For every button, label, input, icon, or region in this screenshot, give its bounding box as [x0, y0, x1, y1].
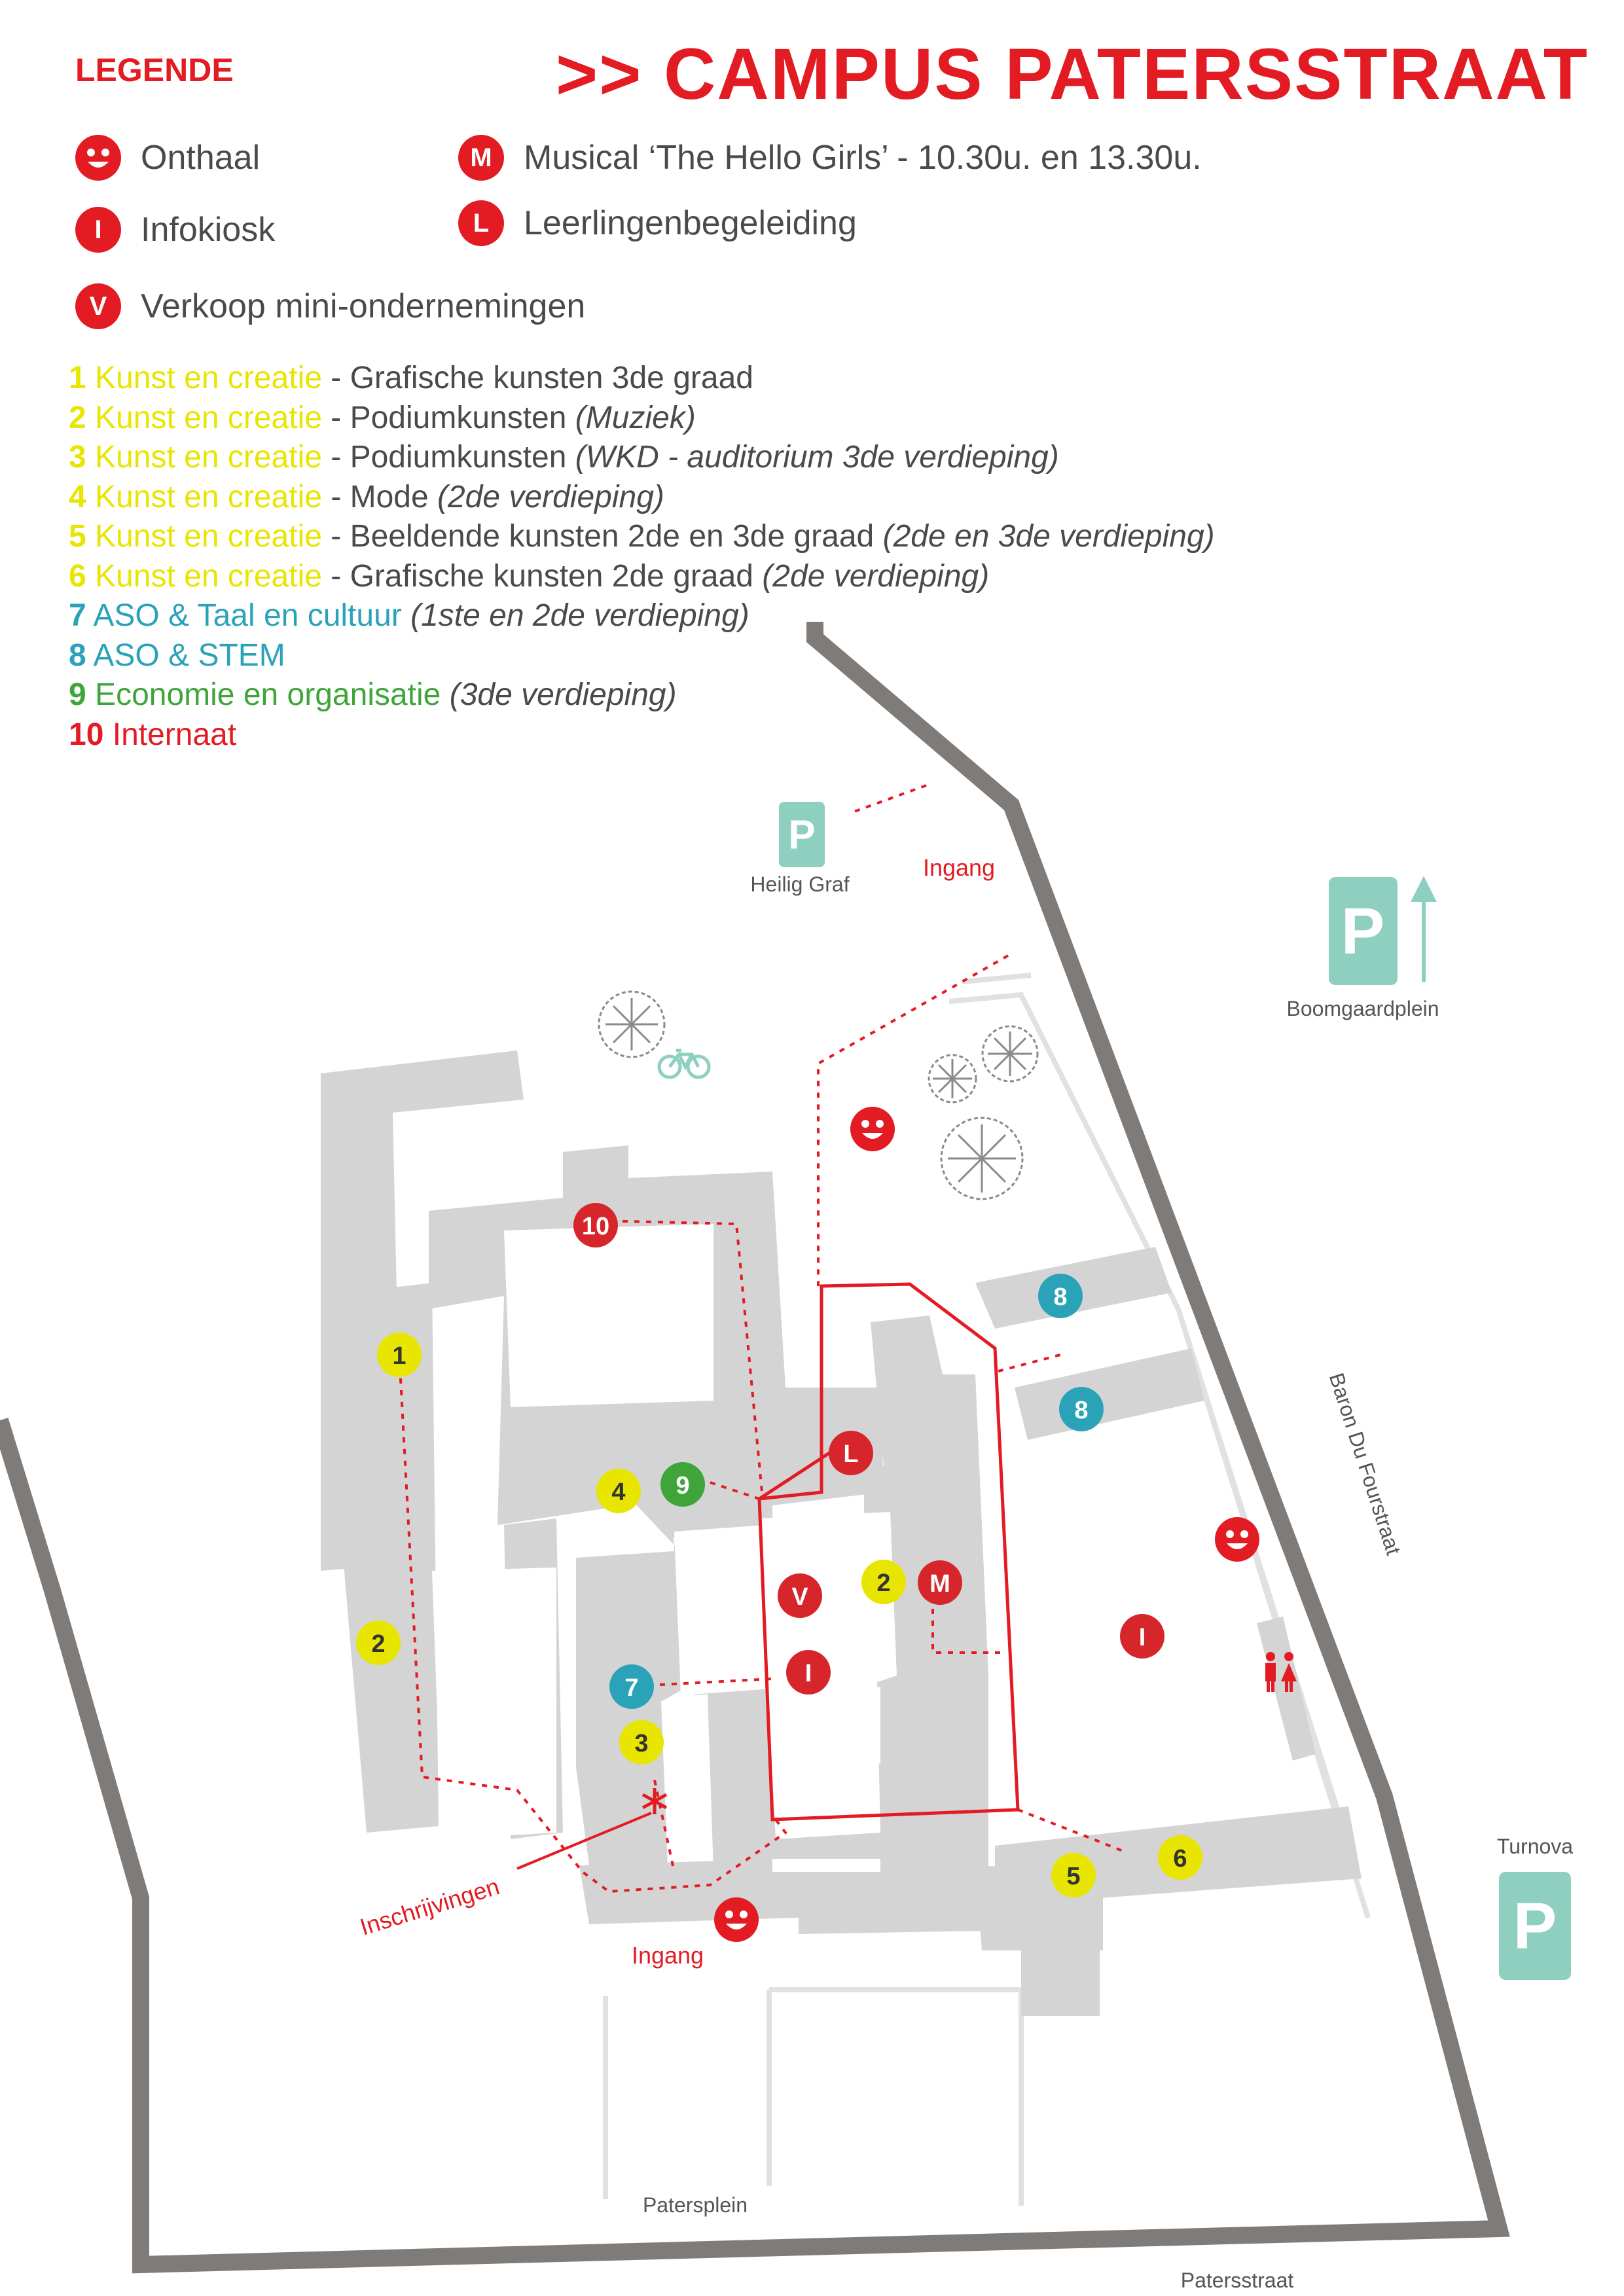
label-patersplein: Patersplein — [642, 2193, 748, 2217]
legend-number: 9 — [69, 677, 86, 712]
legend-number: 6 — [69, 558, 86, 594]
label-turnova: Turnova — [1496, 1835, 1574, 1858]
legend-item-musical — [458, 135, 1202, 181]
legend-department: ASO & Taal en cultuur — [93, 598, 402, 633]
legend-note: (2de verdieping) — [437, 479, 664, 514]
pin-label: 4 — [611, 1479, 626, 1506]
pin-label: I — [1138, 1624, 1146, 1651]
pin-label: 9 — [676, 1472, 690, 1499]
legend-note: (2de verdieping) — [762, 558, 990, 594]
label-heilig-graf: Heilig Graf — [750, 872, 850, 896]
map-pin-l — [829, 1431, 873, 1475]
pin-label: 7 — [624, 1674, 639, 1702]
legend-note: (Muziek) — [575, 400, 696, 435]
legend-description: Podiumkunsten — [350, 400, 567, 435]
label-boomgaardplein: Boomgaardplein — [1286, 997, 1439, 1020]
pin-label: 2 — [371, 1630, 386, 1658]
legend-label: Infokiosk — [141, 211, 276, 249]
legend-row-3: 3 Kunst en creatie - Podiumkunsten (WKD - auditorium 3de verdieping) — [69, 440, 1059, 475]
legend-row-8 — [69, 636, 1215, 676]
legend-description: Grafische kunsten 2de graad — [350, 558, 753, 594]
legend-department: Internaat — [112, 717, 237, 752]
pin-label: 3 — [634, 1730, 649, 1757]
legend-label: Musical ‘The Hello Girls’ - 10.30u. en 13.30u. — [524, 139, 1202, 177]
legend-department: Economie en organisatie — [95, 677, 441, 712]
legend-number: 10 — [69, 717, 104, 752]
label-entrance-bottom: Ingang — [631, 1942, 704, 1969]
smiley-icon — [1215, 1517, 1259, 1562]
legend-number: 3 — [69, 440, 86, 475]
legend-department: Kunst en creatie — [95, 440, 322, 475]
legend-number: 5 — [69, 519, 86, 554]
pin-label: 1 — [392, 1342, 406, 1370]
legend-department: Kunst en creatie — [95, 519, 322, 554]
legend-note: (3de verdieping) — [449, 677, 677, 712]
pin-label: 5 — [1066, 1863, 1081, 1890]
map-pin-9 — [660, 1462, 705, 1507]
arrow-up-icon — [1414, 880, 1434, 982]
legend-number: 4 — [69, 479, 86, 514]
page-title: >> CAMPUS PATERSSTRAAT — [555, 34, 1589, 115]
label-registrations: Inschrijvingen — [357, 1873, 503, 1941]
map-pin-8 — [1038, 1274, 1083, 1318]
pin-label: I — [804, 1660, 812, 1687]
map-pin-4 — [596, 1469, 641, 1513]
legend-number: 1 — [69, 361, 86, 395]
pin-label: 2 — [876, 1570, 891, 1597]
legend-department: Kunst en creatie — [95, 479, 322, 514]
legend-label: Verkoop mini-ondernemingen — [141, 287, 586, 325]
legend-description: Grafische kunsten 3de graad — [350, 361, 753, 395]
pin-label: 10 — [581, 1213, 610, 1240]
legend-row-7 — [69, 596, 1215, 636]
label-patersstraat: Patersstraat — [1180, 2269, 1294, 2292]
musical-icon: M — [458, 135, 504, 181]
info-icon: I — [75, 207, 121, 253]
sales-icon: V — [75, 283, 121, 329]
pin-label: L — [843, 1441, 859, 1468]
pin-label: 8 — [1053, 1283, 1068, 1311]
map-pin-m — [918, 1560, 962, 1605]
legend-label: Leerlingenbegeleiding — [524, 204, 857, 242]
map-pin-3 — [619, 1720, 664, 1765]
parking-boomgaardplein — [1329, 877, 1434, 985]
legend-row-10 — [69, 715, 1215, 755]
pin-label: M — [929, 1570, 950, 1598]
pin-label: V — [791, 1583, 808, 1611]
map-pin-8 — [1059, 1387, 1104, 1431]
label-baron-du-fourstraat: Baron Du Fourstraat — [1324, 1370, 1406, 1558]
pin-label: 6 — [1173, 1845, 1187, 1873]
legend-department: Kunst en creatie — [95, 558, 322, 594]
legend-item-verkoop — [75, 283, 585, 329]
numbered-legend — [69, 359, 1215, 755]
map-pin-i — [1120, 1614, 1164, 1659]
smiley-icon — [75, 135, 121, 181]
map-pin-5 — [1051, 1853, 1096, 1897]
legend-number: 8 — [69, 637, 86, 673]
parking-heilig-graf — [779, 802, 825, 867]
legend-department: ASO & STEM — [93, 637, 285, 673]
guidance-icon: L — [458, 200, 504, 246]
legend-number: 2 — [69, 400, 86, 435]
smiley-icon — [850, 1107, 895, 1151]
map-pin-7 — [609, 1664, 654, 1709]
legend-row-1: 1 Kunst en creatie - Grafische kunsten 3de graad — [69, 361, 753, 395]
legend-description: Mode — [350, 479, 429, 514]
legend-item-infokiosk — [75, 207, 275, 253]
map-pin-i — [786, 1650, 831, 1695]
legend-number: 7 — [69, 598, 86, 633]
legend-note: (WKD - auditorium 3de verdieping) — [575, 440, 1059, 475]
legend-row-4: 4 Kunst en creatie - Mode (2de verdieping) — [69, 479, 664, 514]
bicycle-icon — [659, 1050, 709, 1077]
legend-label: Onthaal — [141, 139, 261, 177]
legend-item-onthaal — [75, 135, 260, 181]
parking-glyph: P — [1513, 1890, 1557, 1963]
map-pin-2 — [861, 1560, 906, 1604]
parking-turnova — [1499, 1872, 1571, 1980]
map-pin-10 — [573, 1203, 618, 1247]
legend-note: (1ste en 2de verdieping) — [410, 598, 749, 633]
map-pin-v — [778, 1573, 822, 1618]
label-entrance-top: Ingang — [922, 854, 996, 881]
map-pin-1 — [377, 1333, 422, 1377]
parking-glyph: P — [788, 812, 816, 858]
legend-description: Podiumkunsten — [350, 440, 567, 475]
smiley-icon — [714, 1897, 759, 1942]
legend-item-leerlingenbegeleiding — [458, 200, 857, 246]
legend-row-2: 2 Kunst en creatie - Podiumkunsten (Muziek) — [69, 400, 696, 435]
legend-row-9 — [69, 675, 1215, 715]
map-pin-2 — [356, 1621, 401, 1665]
parking-glyph: P — [1341, 895, 1385, 968]
legend-note: (2de en 3de verdieping) — [882, 519, 1215, 554]
map-pin-6 — [1158, 1835, 1202, 1880]
pin-label: 8 — [1074, 1397, 1089, 1424]
legend-title: LEGENDE — [75, 52, 234, 88]
legend-row-6: 6 Kunst en creatie - Grafische kunsten 2de graad (2de verdieping) — [69, 558, 990, 594]
legend-description: Beeldende kunsten 2de en 3de graad — [350, 519, 875, 554]
legend-row-5: 5 Kunst en creatie - Beeldende kunsten 2de en 3de graad (2de en 3de verdieping) — [69, 519, 1215, 554]
legend-department: Kunst en creatie — [95, 361, 322, 395]
legend-department: Kunst en creatie — [95, 400, 322, 435]
